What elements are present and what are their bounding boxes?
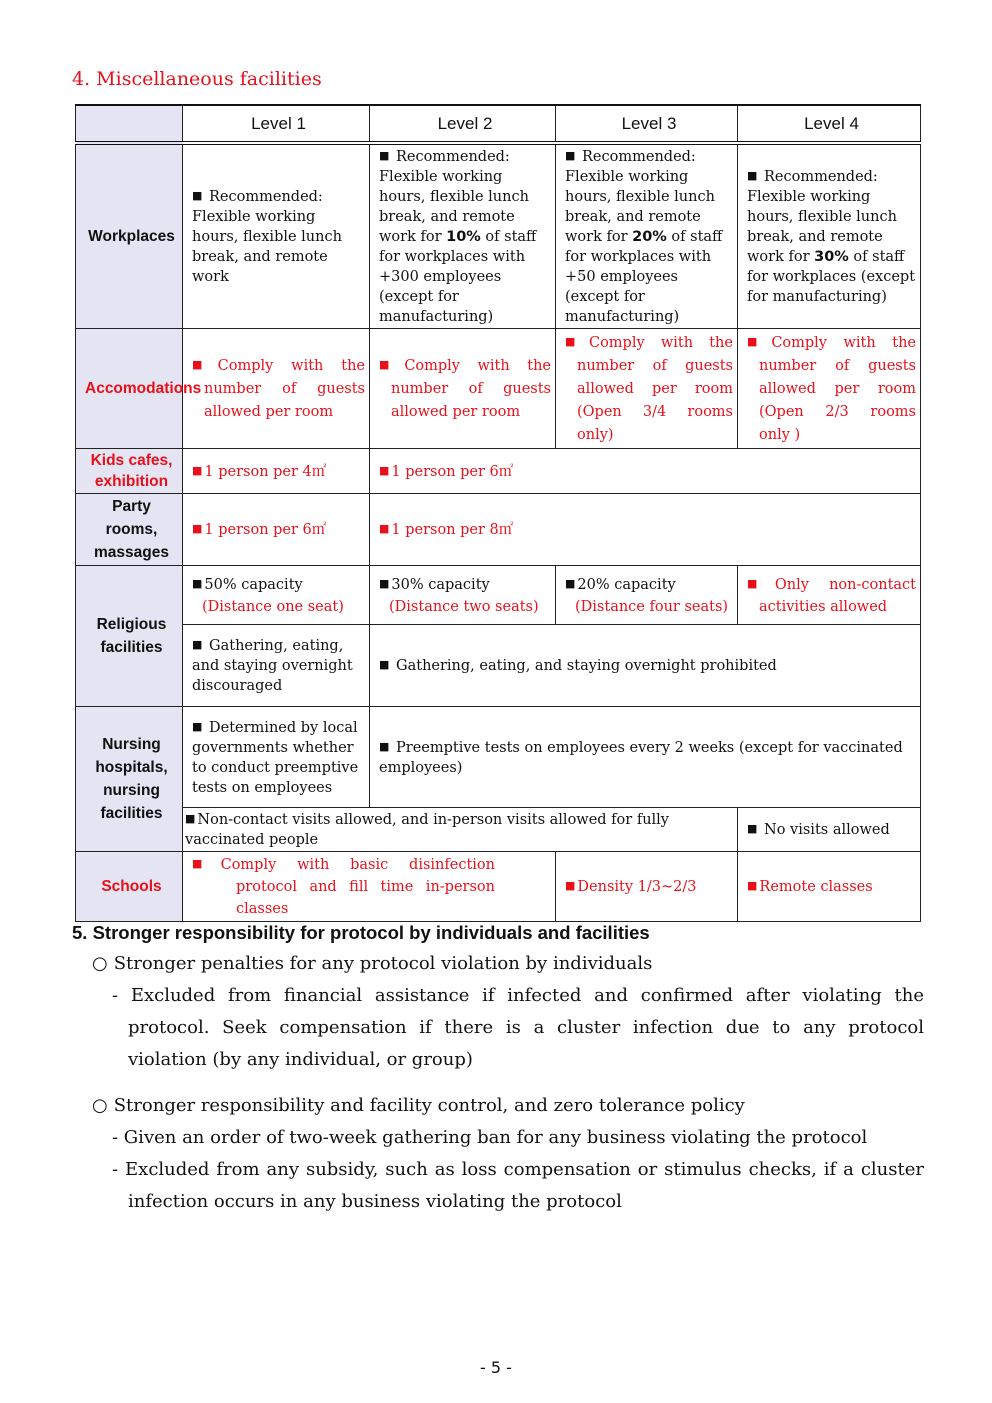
nursing-visits-level-4: ■ No visits allowed xyxy=(738,808,921,852)
dash-item-financial-assistance: - Excluded from financial assistance if infected and confirmed after violating the protocol. Seek compensation if there is a cluster infection due to any protocol violation (by any individual, or group) xyxy=(112,985,924,1070)
circle-bullet-icon: ○ xyxy=(92,953,108,974)
religious-level-1: ■ 50% capacity (Distance one seat) xyxy=(183,566,370,625)
bullet-square-icon: ■ xyxy=(379,658,390,671)
bullet-square-icon: ■ xyxy=(565,576,576,590)
facilities-table xyxy=(75,104,921,922)
row-nursing-tests xyxy=(76,707,921,808)
row-schools xyxy=(76,852,921,922)
bullet-square-icon: ■ xyxy=(379,739,390,753)
header-corner xyxy=(76,105,183,143)
category-workplaces: Workplaces xyxy=(76,143,183,329)
bullet-square-icon: ■ xyxy=(565,335,587,348)
bullet-square-icon: ■ xyxy=(379,576,390,590)
category-schools: Schools xyxy=(76,852,183,922)
row-workplaces xyxy=(76,143,921,329)
bullet-square-icon: ■ xyxy=(192,857,219,870)
schools-level-3: ■ Density 1/3~2/3 xyxy=(556,852,738,922)
bullet-square-icon: ■ xyxy=(185,812,196,825)
schools-level-4: ■ Remote classes xyxy=(738,852,921,922)
bullet-square-icon: ■ xyxy=(747,822,758,835)
bullet-square-icon: ■ xyxy=(565,879,576,892)
accommodations-level-1: ■ Comply with the number of guests allowed per room xyxy=(183,329,370,449)
row-accommodations xyxy=(76,329,921,449)
header-level-1: Level 1 xyxy=(183,105,370,143)
bullet-penalties: ○ Stronger penalties for any protocol violation by individuals xyxy=(92,953,653,974)
section-5 xyxy=(72,918,924,1218)
nursing-level-1: ■ Determined by local governments whether to conduct preemptive tests on employees xyxy=(183,707,370,808)
schools-level-1-2: ■ Comply with basic disinfection protocol and fill time in-person classes xyxy=(183,852,556,922)
party-level-2-4: ■ 1 person per 8㎡ xyxy=(370,494,921,566)
bullet-square-icon: ■ xyxy=(192,189,203,202)
bullet-square-icon: ■ xyxy=(192,358,216,371)
workplaces-level-4: ■ Recommended: Flexible working hours, flexible lunch break, and remote work for 30% of staff for workplaces (except for manufacturing) xyxy=(738,143,921,329)
category-religious: Religious facilities xyxy=(76,566,183,707)
accommodations-level-4: ■ Comply with the number of guests allowed per room (Open 2/3 rooms only ) xyxy=(738,329,921,449)
page-number: - 5 - xyxy=(480,1358,512,1377)
accommodations-level-2: ■ Comply with the number of guests allowed per room xyxy=(370,329,556,449)
category-kids-cafes: Kids cafes, exhibition xyxy=(76,449,183,494)
row-party-rooms xyxy=(76,494,921,566)
workplaces-level-2: ■ Recommended: Flexible working hours, flexible lunch break, and remote work for 10% of staff for workplaces with +300 employees (except for manufacturing) xyxy=(370,143,556,329)
section-5-title: 5. Stronger responsibility for protocol by individuals and facilities xyxy=(72,922,650,943)
bullet-square-icon: ■ xyxy=(379,522,390,535)
religious-gathering-level-1: ■ Gathering, eating, and staying overnight discouraged xyxy=(183,625,370,707)
bullet-square-icon: ■ xyxy=(747,169,758,182)
bullet-square-icon: ■ xyxy=(565,149,576,162)
header-level-4: Level 4 xyxy=(738,105,921,143)
religious-level-2: ■ 30% capacity (Distance two seats) xyxy=(370,566,556,625)
circle-bullet-icon: ○ xyxy=(92,1095,108,1116)
header-level-3: Level 3 xyxy=(556,105,738,143)
bullet-square-icon: ■ xyxy=(192,576,203,590)
section-4-title: 4. Miscellaneous facilities xyxy=(72,68,322,90)
kids-level-2-4: ■ 1 person per 6㎡ xyxy=(370,449,921,494)
bullet-square-icon: ■ xyxy=(379,358,403,371)
accommodations-level-3: ■ Comply with the number of guests allowed per room (Open 3/4 rooms only) xyxy=(556,329,738,449)
category-party-rooms: Party rooms, massages xyxy=(76,494,183,566)
bullet-square-icon: ■ xyxy=(747,879,758,892)
row-kids-cafes xyxy=(76,449,921,494)
category-nursing: Nursing hospitals, nursing facilities xyxy=(76,707,183,852)
dash-item-gathering-ban: - Given an order of two-week gathering ban for any business violating the protocol xyxy=(112,1127,868,1148)
bullet-square-icon: ■ xyxy=(192,719,203,733)
row-religious-capacity xyxy=(76,566,921,625)
workplaces-level-3: ■ Recommended: Flexible working hours, flexible lunch break, and remote work for 20% of staff for workplaces with +50 employees (except for manufacturing) xyxy=(556,143,738,329)
bullet-facility-control: ○ Stronger responsibility and facility control, and zero tolerance policy xyxy=(92,1095,745,1116)
category-accommodations: Accomodations xyxy=(76,329,183,449)
bullet-square-icon: ■ xyxy=(192,463,203,477)
row-religious-gathering xyxy=(76,625,921,707)
bullet-square-icon: ■ xyxy=(192,638,203,651)
header-level-2: Level 2 xyxy=(370,105,556,143)
nursing-level-2-4: ■ Preemptive tests on employees every 2 weeks (except for vaccinated employees) xyxy=(370,707,921,808)
bullet-square-icon: ■ xyxy=(379,463,390,477)
workplaces-level-1: ■ Recommended: Flexible working hours, flexible lunch break, and remote work xyxy=(183,143,370,329)
kids-level-1: ■ 1 person per 4㎡ xyxy=(183,449,370,494)
row-nursing-visits xyxy=(76,808,921,852)
bullet-square-icon: ■ xyxy=(747,576,773,590)
bullet-square-icon: ■ xyxy=(379,149,390,162)
header-row xyxy=(76,105,921,143)
bullet-square-icon: ■ xyxy=(747,335,770,348)
dash-item-subsidy-exclusion: - Excluded from any subsidy, such as loss compensation or stimulus checks, if a cluster infection occurs in any business violating the protocol xyxy=(112,1159,924,1212)
party-level-1: ■ 1 person per 6㎡ xyxy=(183,494,370,566)
nursing-visits-level-1-3: ■ Non-contact visits allowed, and in-person visits allowed for fully vaccinated people xyxy=(183,808,738,852)
religious-level-4: ■ Only non-contact activities allowed xyxy=(738,566,921,625)
religious-level-3: ■ 20% capacity (Distance four seats) xyxy=(556,566,738,625)
bullet-square-icon: ■ xyxy=(192,522,203,535)
religious-gathering-level-2-4: ■ Gathering, eating, and staying overnight prohibited xyxy=(370,625,921,707)
